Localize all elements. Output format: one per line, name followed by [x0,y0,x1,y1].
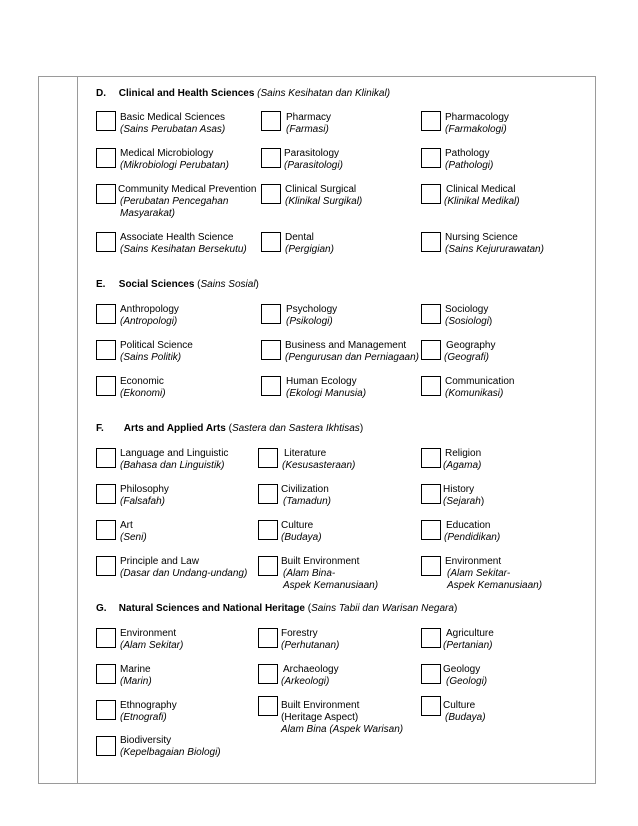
label-associate-health-science: Associate Health Science (Sains Kesihatan Bersekutu) [120,232,247,255]
label-built-environment-arts: Built Environment (Alam Bina- Aspek Kemanusiaan) [281,556,379,591]
label-built-environment-heritage: Built Environment (Heritage Aspect) Alam Bina (Aspek Warisan) [281,700,404,735]
label-history: History (Sejarah) [443,484,485,507]
label-art: Art (Seni) [120,520,147,543]
checkbox-communication[interactable] [421,376,441,396]
section-f-heading: F. Arts and Applied Arts (Sastera dan Sastera Ikhtisas) [96,423,364,434]
label-religion: Religion (Agama) [443,448,482,471]
checkbox-pharmacology[interactable] [421,111,441,131]
left-margin-divider [77,76,78,784]
label-nursing-science: Nursing Science (Sains Kejururawatan) [445,232,544,255]
checkbox-psychology[interactable] [261,304,281,324]
checkbox-pathology[interactable] [421,148,441,168]
checkbox-ethnography[interactable] [96,700,116,720]
checkbox-basic-medical-sciences[interactable] [96,111,116,131]
label-human-ecology: Human Ecology (Ekologi Manusia) [286,376,367,399]
checkbox-culture-heritage[interactable] [421,696,441,716]
label-education: Education (Pendidikan) [444,520,501,543]
label-pathology: Pathology (Pathologi) [445,148,494,171]
label-sociology: Sociology (Sosiologi) [445,304,493,327]
checkbox-marine[interactable] [96,664,116,684]
label-marine: Marine (Marin) [120,664,152,687]
section-e-heading: E. Social Sciences (Sains Sosial) [96,279,259,290]
checkbox-dental[interactable] [261,232,281,252]
checkbox-human-ecology[interactable] [261,376,281,396]
label-parasitology: Parasitology (Parasitologi) [284,148,343,171]
checkbox-religion[interactable] [421,448,441,468]
label-clinical-surgical: Clinical Surgical (Klinikal Surgikal) [285,184,363,207]
checkbox-art[interactable] [96,520,116,540]
checkbox-agriculture[interactable] [421,628,441,648]
checkbox-principle-and-law[interactable] [96,556,116,576]
checkbox-economic[interactable] [96,376,116,396]
label-environment-natural: Environment (Alam Sekitar) [120,628,184,651]
label-forestry: Forestry (Perhutanan) [281,628,340,651]
label-culture-heritage: Culture (Budaya) [443,700,486,723]
checkbox-archaeology[interactable] [258,664,278,684]
checkbox-associate-health-science[interactable] [96,232,116,252]
checkbox-pharmacy[interactable] [261,111,281,131]
label-psychology: Psychology (Psikologi) [286,304,338,327]
checkbox-civilization[interactable] [258,484,278,504]
label-ethnography: Ethnography (Etnografi) [120,700,177,723]
label-biodiversity: Biodiversity (Kepelbagaian Biologi) [120,735,221,758]
label-civilization: Civilization (Tamadun) [281,484,331,507]
label-dental: Dental (Pergigian) [285,232,334,255]
section-g-heading: G. Natural Sciences and National Heritage (Sains Tabii dan Warisan Negara) [96,603,458,614]
label-culture-arts: Culture (Budaya) [281,520,322,543]
label-geography: Geography (Geografi) [444,340,496,363]
checkbox-geography[interactable] [421,340,441,360]
label-philosophy: Philosophy (Falsafah) [120,484,169,507]
label-literature: Literature (Kesusasteraan) [282,448,356,471]
checkbox-clinical-surgical[interactable] [261,184,281,204]
checkbox-sociology[interactable] [421,304,441,324]
checkbox-language-and-linguistic[interactable] [96,448,116,468]
section-d-heading: D. Clinical and Health Sciences (Sains Kesihatan dan Klinikal) [96,88,391,99]
checkbox-literature[interactable] [258,448,278,468]
label-medical-microbiology: Medical Microbiology (Mikrobiologi Perubatan) [120,148,229,171]
label-anthropology: Anthropology (Antropologi) [120,304,179,327]
label-basic-medical-sciences: Basic Medical Sciences (Sains Perubatan Asas) [120,112,226,135]
label-archaeology: Archaeology (Arkeologi) [281,664,339,687]
checkbox-education[interactable] [421,520,441,540]
checkbox-business-and-management[interactable] [261,340,281,360]
checkbox-built-environment-heritage[interactable] [258,696,278,716]
label-agriculture: Agriculture (Pertanian) [443,628,494,651]
checkbox-anthropology[interactable] [96,304,116,324]
label-communication: Communication (Komunikasi) [445,376,515,399]
checkbox-biodiversity[interactable] [96,736,116,756]
checkbox-medical-microbiology[interactable] [96,148,116,168]
label-environment-arts: Environment (Alam Sekitar- Aspek Kemanusiaan) [445,556,543,591]
label-political-science: Political Science (Sains Politik) [120,340,193,363]
checkbox-environment-natural[interactable] [96,628,116,648]
label-geology: Geology (Geologi) [443,664,488,687]
checkbox-geology[interactable] [421,664,441,684]
checkbox-culture-arts[interactable] [258,520,278,540]
checkbox-built-environment-arts[interactable] [258,556,278,576]
label-economic: Economic (Ekonomi) [120,376,166,399]
label-principle-and-law: Principle and Law (Dasar dan Undang-undang) [120,556,248,579]
label-pharmacy: Pharmacy (Farmasi) [286,112,332,135]
label-pharmacology: Pharmacology (Farmakologi) [445,112,509,135]
label-clinical-medical: Clinical Medical (Klinikal Medikal) [444,184,520,207]
checkbox-nursing-science[interactable] [421,232,441,252]
checkbox-community-medical-prevention[interactable] [96,184,116,204]
label-language-and-linguistic: Language and Linguistic (Bahasa dan Linguistik) [120,448,229,471]
checkbox-parasitology[interactable] [261,148,281,168]
checkbox-political-science[interactable] [96,340,116,360]
label-business-and-management: Business and Management (Pengurusan dan Perniagaan) [285,340,419,363]
checkbox-philosophy[interactable] [96,484,116,504]
checkbox-forestry[interactable] [258,628,278,648]
checkbox-clinical-medical[interactable] [421,184,441,204]
checkbox-environment-arts[interactable] [421,556,441,576]
label-community-medical-prevention: Community Medical Prevention (Perubatan Pencegahan Masyarakat) [118,184,257,219]
checkbox-history[interactable] [421,484,441,504]
